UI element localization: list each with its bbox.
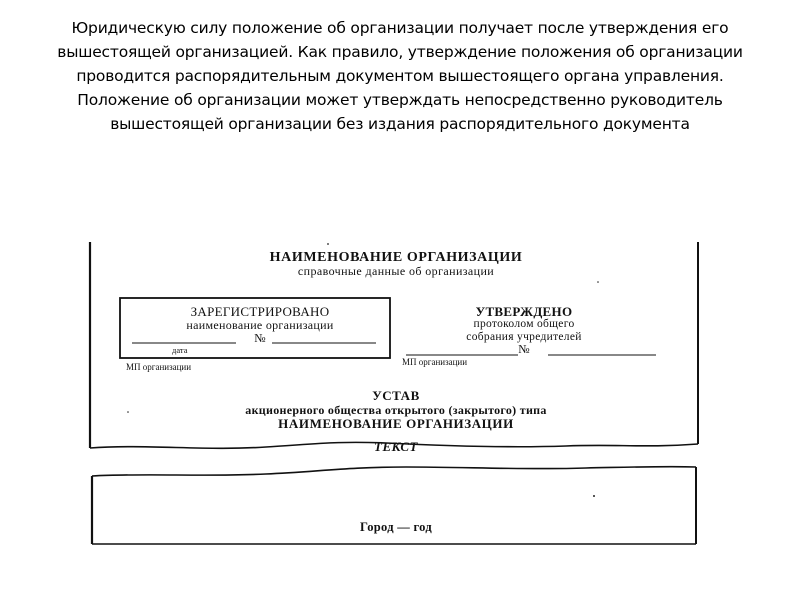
charter-form-scan [86, 238, 706, 550]
intro-paragraph: Юридическую силу положение об организации получает после утверждения его вышестоящей организацией. Как правило, утверждение положения об организации проводится распорядительным документом вышестоящего органа управления. Положение об организации может утверждать непосредственно руководитель вышестоящей организации без издания распорядительного документа [57, 19, 743, 133]
document-organization-name: НАИМЕНОВАНИЕ ОРГАНИЗАЦИИ [278, 416, 514, 431]
organization-reference: справочные данные об организации [297, 264, 495, 278]
registered-stamp-number: № [254, 331, 266, 345]
document-subtitle: акционерного общества открытого (закрытого) типа [245, 403, 547, 417]
registered-stamp-date: дата [172, 345, 188, 355]
document-body-label: ТЕКСТ [374, 439, 418, 454]
approved-seal-label: МП организации [402, 357, 468, 367]
registered-stamp-title: ЗАРЕГИСТРИРОВАНО [190, 304, 330, 319]
approved-line-1: протоколом общего [473, 318, 575, 330]
approved-title: УТВЕРЖДЕНО [475, 304, 573, 319]
approved-number: № [518, 342, 530, 356]
place-and-year: Город — год [360, 520, 432, 534]
registered-seal-label: МП организации [126, 362, 192, 372]
document-type: УСТАВ [372, 388, 420, 403]
registered-stamp-org: наименование организации [186, 318, 334, 332]
organization-name: НАИМЕНОВАНИЕ ОРГАНИЗАЦИИ [269, 250, 523, 265]
approved-line-2: собрания учредителей [466, 331, 582, 343]
